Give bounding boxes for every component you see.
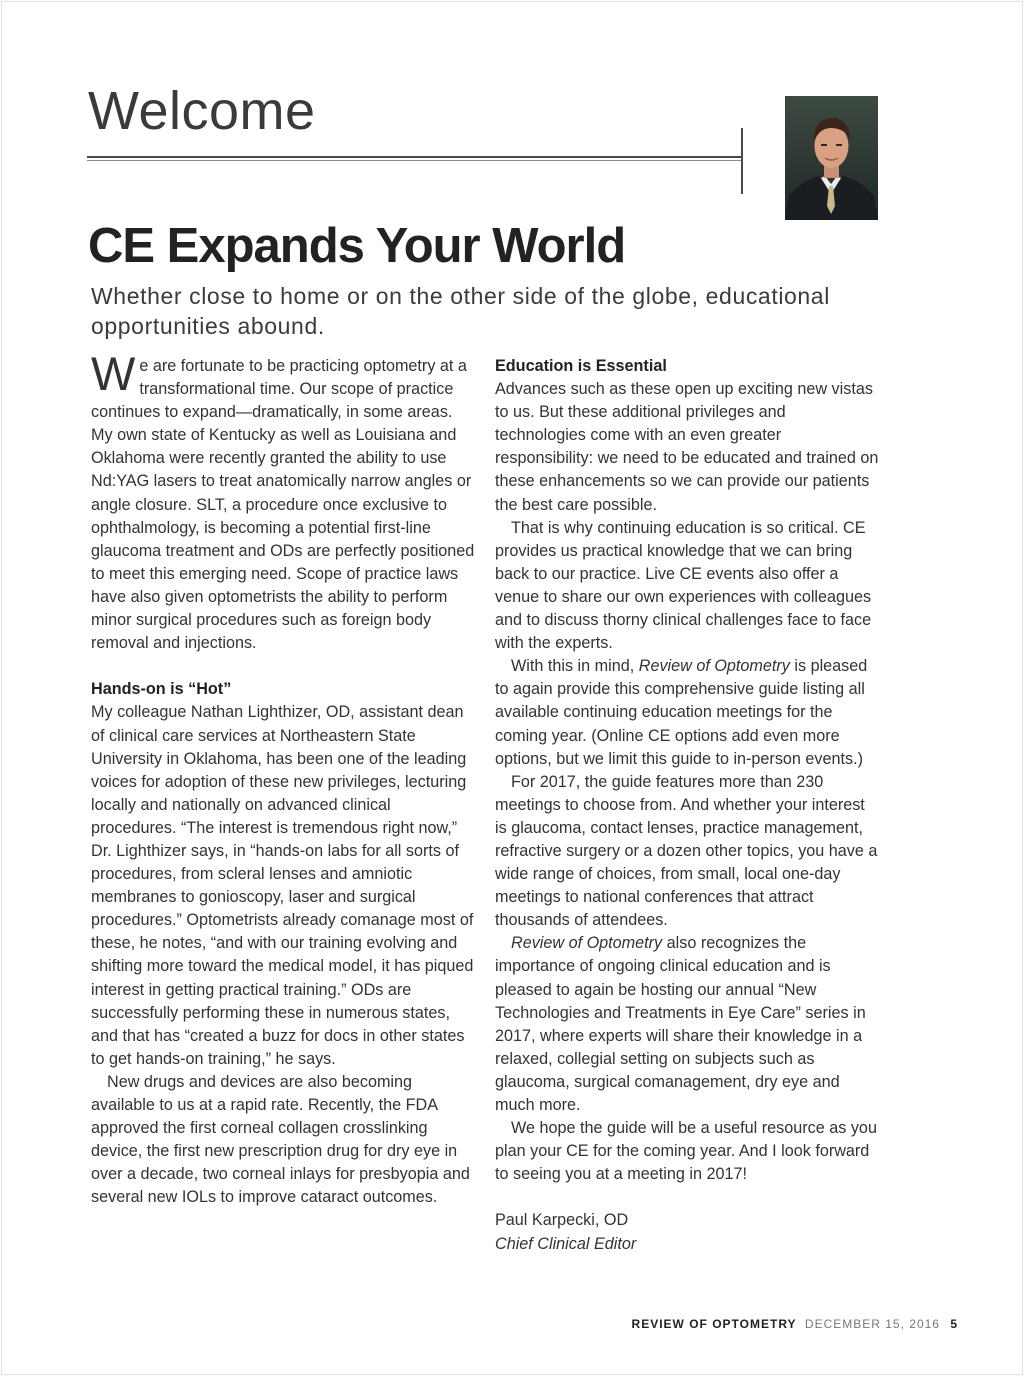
text-run: also recognizes the importance of ongoing clinical education and is pleased to again be hosting our annual “New Technologies and Treatments in Eye Care” series in 2017, where experts will share their knowledge in a relaxed, collegial setting on subjects such as glaucoma, surgical comanagement, dry eye and much more. <box>495 934 866 1114</box>
body-paragraph: That is why continuing education is so critical. CE provides us practical knowledge that we can bring back to our practice. Live CE events also offer a venue to share our own experiences with colleagues and to discuss thorny clinical challenges face to face with the experts. <box>495 518 872 653</box>
section-title: Welcome <box>88 81 316 141</box>
body-paragraph: For 2017, the guide features more than 230 meetings to choose from. And whether your interest is glaucoma, contact lenses, practice management, refractive surgery or a dozen other topics, you have a wide range of choices, from small, local one-day meetings to national conferences that attract thousands of attendees. <box>495 772 878 930</box>
title-rule <box>87 156 742 158</box>
subhead-education: Education is Essential <box>495 357 667 375</box>
intro-text: e are fortunate to be practicing optometry at a transformational time. Our scope of practice continues to expand—dramatically, in some areas. My own state of Kentucky as well as Louisiana and Oklahoma were recently granted the ability to use Nd:YAG lasers to treat anatomically narrow angles or angle closure. SLT, a procedure once exclusive to ophthalmology, is becoming a potential first-line glaucoma treatment and ODs are perfectly positioned to meet this emerging need. Scope of practice laws have also given optometrists the ability to perform minor surgical procedures such as foreign body removal and injections. <box>91 357 475 653</box>
publication-name: Review of Optometry <box>638 657 790 676</box>
text-run: is pleased to again provide this comprehensive guide listing all available continuing education meetings for the coming year. (Online CE options add even more options, but we limit this guide to in-person events.) <box>495 657 868 768</box>
right-column <box>495 355 880 1256</box>
page-number: 5 <box>950 1317 958 1331</box>
signature-name: Paul Karpecki, OD <box>495 1211 629 1230</box>
publication-name: Review of Optometry <box>511 934 663 953</box>
page-footer <box>632 1317 958 1331</box>
body-paragraph: We hope the guide will be a useful resource as you plan your CE for the coming year. And I look forward to seeing you at a meeting in 2017! <box>495 1119 877 1184</box>
footer-date: DECEMBER 15, 2016 <box>804 1317 940 1331</box>
author-portrait <box>785 96 878 220</box>
paragraph-gap <box>91 655 476 678</box>
article-headline: CE Expands Your World <box>88 219 626 273</box>
article-deck: Whether close to home or on the other side of the globe, educational opportunities abound. <box>91 283 830 339</box>
left-column <box>91 347 476 1209</box>
body-paragraph: Advances such as these open up exciting new vistas to us. But these additional privileges and technologies come with an even greater responsibility: we need to be educated and trained on these enhancements so we can provide our patients the best care possible. <box>495 380 879 514</box>
paragraph-gap <box>495 1186 880 1209</box>
body-paragraph <box>495 932 880 1117</box>
body-paragraph <box>495 655 880 770</box>
subhead-hands-on: Hands-on is “Hot” <box>91 680 232 699</box>
intro-paragraph <box>91 347 476 655</box>
title-rule-thin <box>87 160 742 161</box>
body-paragraph: New drugs and devices are also becoming available to us at a rapid rate. Recently, the FDA approved the first corneal collagen crosslinking device, the first new prescription drug for dry eye in over a decade, two corneal inlays for presbyopia and several new IOLs to improve cataract outcomes. <box>91 1072 470 1207</box>
title-rule-end <box>741 128 743 194</box>
text-run: With this in mind, <box>511 657 639 676</box>
footer-publication: REVIEW OF OPTOMETRY <box>631 1317 797 1331</box>
body-paragraph: My colleague Nathan Lighthizer, OD, assistant dean of clinical care services at Northeastern State University in Oklahoma, has been one of the leading voices for adoption of these new privileges, lecturing locally and nationally on advanced clinical procedures. “The interest is tremendous right now,” Dr. Lighthizer says, in “hands-on labs for all sorts of procedures, from scleral lenses and amniotic membranes to gonioscopy, laser and surgical procedures.” Optometrists already comanage most of these, he notes, “and with our training evolving and shifting more toward the medical model, it has piqued interest in getting practical training.” ODs are successfully performing these in numerous states, and that has “created a buzz for docs in other states to get hands-on training,” he says. <box>91 703 474 1068</box>
signature-title-text: Chief Clinical Editor <box>495 1234 637 1253</box>
signature-title <box>495 1233 880 1256</box>
drop-cap: W <box>91 347 136 400</box>
